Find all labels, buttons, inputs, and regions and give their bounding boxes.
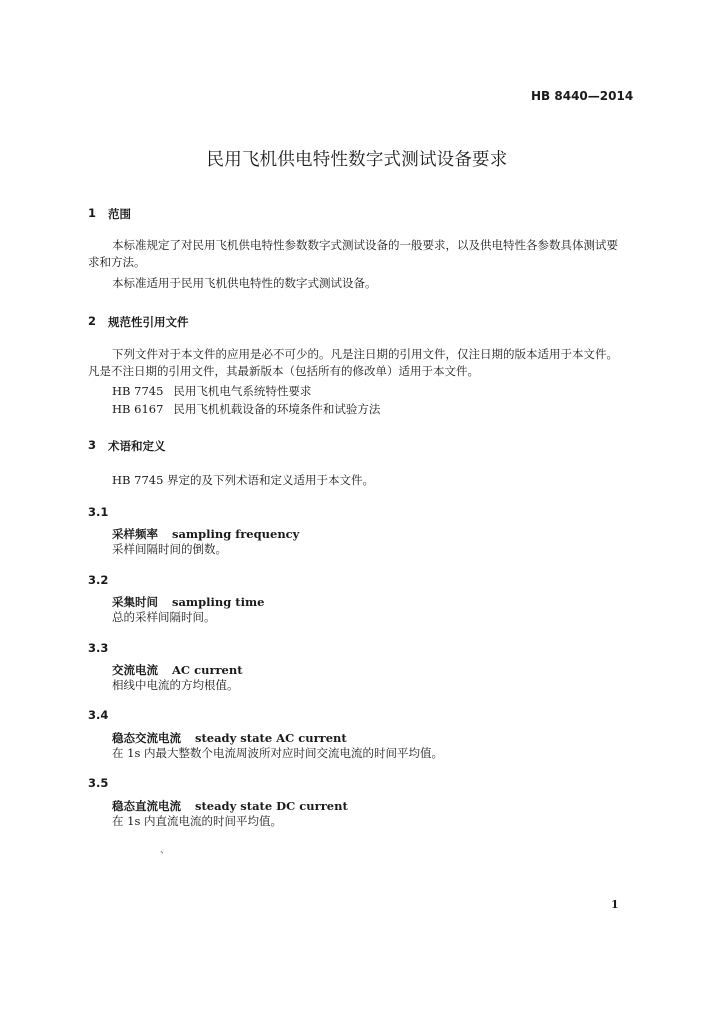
reference-name: 民用飞机机载设备的环境条件和试验方法: [173, 402, 381, 416]
page-number: 1: [611, 898, 619, 911]
reference-code: HB 7745: [112, 384, 164, 398]
standard-code: HB 8440—2014: [531, 89, 634, 103]
term-heading: [112, 591, 264, 610]
section-2-title: 规范性引用文件: [108, 315, 189, 329]
term-en: sampling time: [172, 595, 265, 609]
section-1-paragraph-2: 本标准适用于民用飞机供电特性的数字式测试设备。: [112, 276, 377, 290]
term-definition: 总的采样间隔时间。: [112, 610, 216, 624]
term-definition: 采样间隔时间的倒数。: [112, 542, 227, 556]
term-zh: 采集时间: [112, 595, 158, 609]
reference-code: HB 6167: [112, 402, 164, 416]
term-en: sampling frequency: [172, 527, 300, 541]
reference-item: [112, 401, 380, 418]
term-en: AC current: [172, 663, 243, 677]
reference-name: 民用飞机电气系统特性要求: [173, 384, 312, 398]
section-1-title: 范围: [108, 207, 131, 221]
term-en: steady state DC current: [195, 799, 348, 813]
section-1-number: 1: [88, 206, 97, 220]
term-definition: 在 1s 内最大整数个电流周波所对应时间交流电流的时间平均值。: [112, 746, 444, 760]
section-3-number: 3: [88, 438, 97, 452]
term-definition: 在 1s 内直流电流的时间平均值。: [112, 814, 283, 828]
term-zh: 采样频率: [112, 527, 158, 541]
term-en: steady state AC current: [195, 731, 347, 745]
reference-item: [112, 383, 311, 400]
term-number: 3.1: [88, 505, 109, 519]
term-number: 3.2: [88, 573, 109, 587]
term-number: 3.3: [88, 641, 109, 655]
term-zh: 交流电流: [112, 663, 158, 677]
term-zh: 稳态直流电流: [112, 799, 181, 813]
term-definition: 相线中电流的方均根值。: [112, 678, 239, 692]
term-zh: 稳态交流电流: [112, 731, 181, 745]
section-2-number: 2: [88, 314, 97, 328]
term-heading: [112, 795, 348, 814]
term-heading: [112, 523, 299, 542]
section-1-paragraph-1: 本标准规定了对民用飞机供电特性参数数字式测试设备的一般要求，以及供电特性各参数具体测试要求和方法。: [88, 238, 618, 269]
stray-mark: 、: [160, 845, 170, 856]
term-number: 3.5: [88, 776, 109, 790]
term-heading: [112, 727, 347, 746]
section-3-intro: HB 7745 界定的及下列术语和定义适用于本文件。: [112, 473, 375, 487]
term-heading: [112, 659, 243, 678]
term-number: 3.4: [88, 708, 109, 722]
section-3-title: 术语和定义: [108, 439, 166, 453]
section-2-paragraph: 下列文件对于本文件的应用是必不可少的。凡是注日期的引用文件，仅注日期的版本适用于本文件。凡是不注日期的引用文件，其最新版本（包括所有的修改单）适用于本文件。: [88, 347, 618, 378]
document-title: 民用飞机供电特性数字式测试设备要求: [206, 150, 508, 170]
